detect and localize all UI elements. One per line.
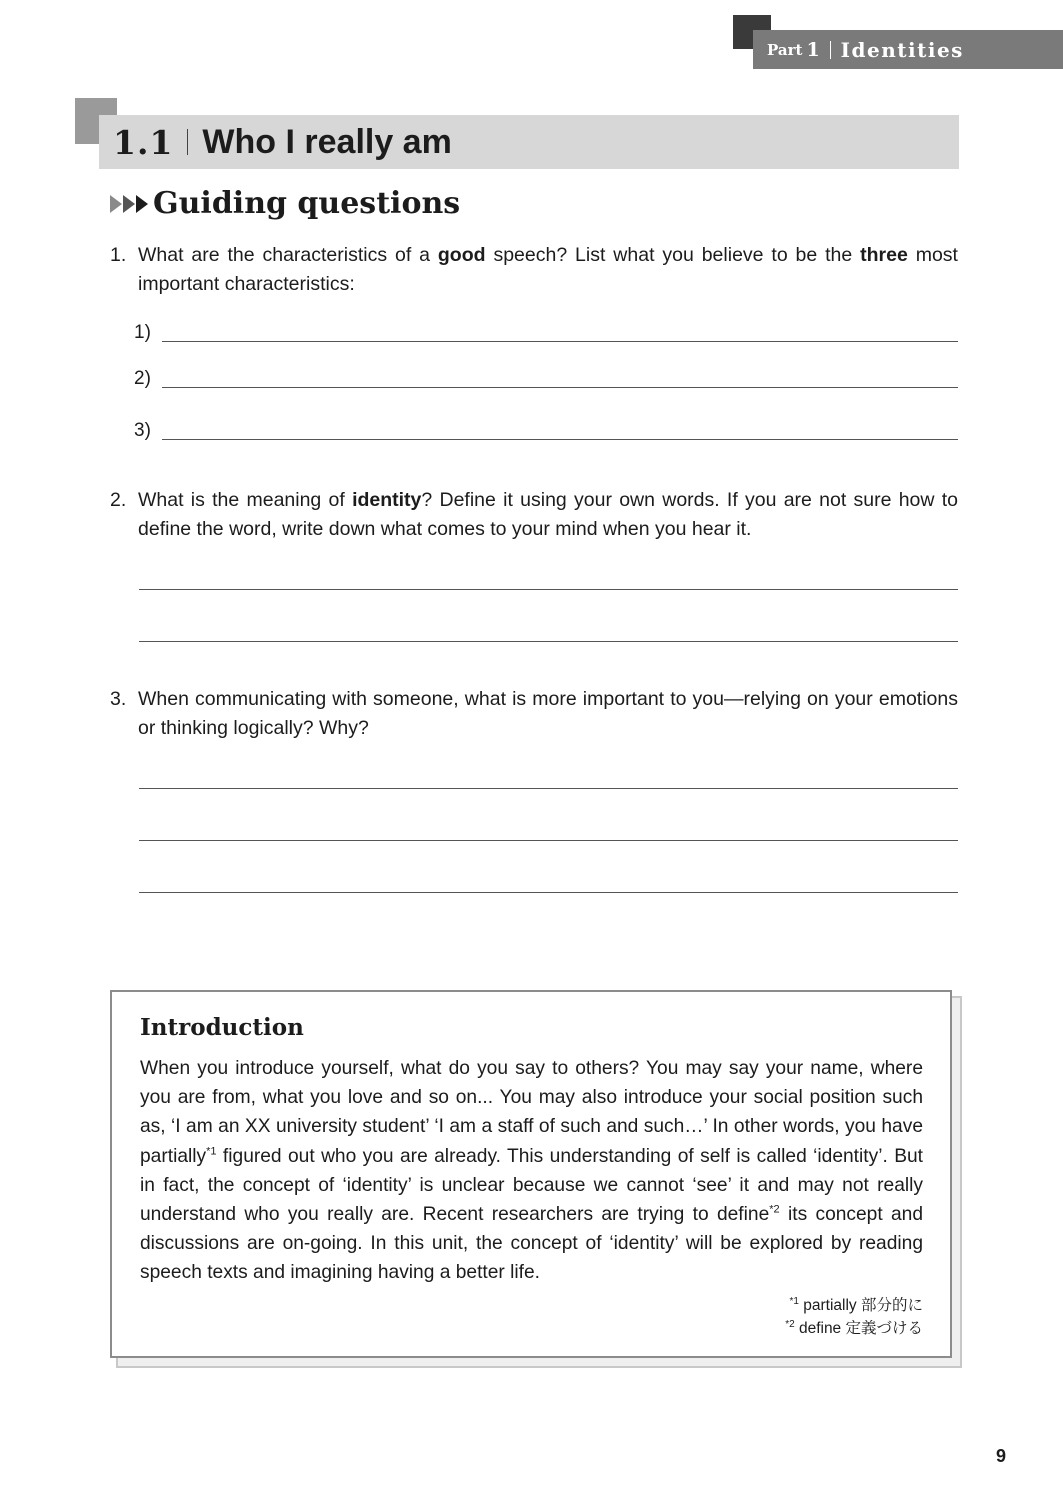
answer-line[interactable] bbox=[139, 589, 958, 590]
answer-line[interactable] bbox=[162, 438, 958, 440]
answer-blank-3[interactable] bbox=[134, 412, 958, 442]
footnote-ref-1: *1 bbox=[206, 1145, 217, 1158]
footnote-2: $^{*2}$ define 定義づける bbox=[785, 1318, 923, 1337]
section-title-bar bbox=[99, 115, 959, 169]
question-text: What are the characteristics of a good speech? List what you believe to be the three most important characteristics: bbox=[138, 244, 958, 295]
part-number: 1 bbox=[806, 38, 820, 61]
footnote-1: $^{*1}$ partially 部分的に bbox=[789, 1295, 923, 1314]
answer-line[interactable] bbox=[162, 340, 958, 342]
question-2 bbox=[110, 486, 958, 544]
section-number: 1.1 bbox=[113, 122, 174, 162]
section-divider bbox=[187, 129, 188, 155]
intro-paragraph: When you introduce yourself, what do you say to others? You may say your name, where you are from, what you love and so on... You may also introduce your social position such as, ‘I am an XX university student’ ‘I am a staff of such and such…’ In other words, you have partially$^{*1}$ figured out who you are already. This understanding of self is called ‘identity’. But in fact, the concept of ‘identity’ is unclear because we cannot ‘see’ it and may not really understand who you really are. Recent researchers are trying to define$^{*2}$ its concept and discussions are on-going. In this unit, the concept of ‘identity’ will be explored by reading speech texts and imagining having a better life. bbox=[140, 1058, 924, 1284]
answer-line[interactable] bbox=[139, 892, 958, 893]
blank-label: 2) bbox=[134, 368, 151, 389]
guiding-questions-heading bbox=[110, 186, 460, 221]
page-number: 9 bbox=[996, 1446, 1007, 1466]
part-label: Part bbox=[767, 40, 803, 59]
intro-heading: Introduction bbox=[140, 1014, 304, 1041]
part-divider bbox=[830, 41, 831, 59]
answer-blank-1[interactable] bbox=[134, 314, 958, 344]
answer-line[interactable] bbox=[162, 386, 958, 388]
footnote-ref-2: *2 bbox=[769, 1203, 780, 1216]
part-title: Identities bbox=[840, 37, 964, 62]
question-number: 1. bbox=[110, 244, 127, 266]
part-header bbox=[753, 30, 1063, 69]
blank-label: 1) bbox=[134, 322, 151, 343]
question-number: 2. bbox=[110, 489, 127, 511]
triple-arrow-icon bbox=[110, 195, 149, 213]
answer-line[interactable] bbox=[139, 641, 958, 642]
question-number: 3. bbox=[110, 688, 127, 710]
question-text: When communicating with someone, what is more important to you—relying on your emotions or thinking logically? Why? bbox=[138, 688, 958, 739]
question-text: What is the meaning of identity? Define it using your own words. If you are not sure how to define the word, write down what comes to your mind when you hear it. bbox=[138, 489, 959, 540]
question-1 bbox=[110, 241, 958, 299]
question-3 bbox=[110, 685, 958, 743]
answer-line[interactable] bbox=[139, 788, 958, 789]
section-title: Who I really am bbox=[202, 122, 452, 161]
answer-line[interactable] bbox=[139, 840, 958, 841]
guiding-questions-title: Guiding questions bbox=[153, 186, 461, 221]
blank-label: 3) bbox=[134, 420, 151, 441]
answer-blank-2[interactable] bbox=[134, 360, 958, 390]
